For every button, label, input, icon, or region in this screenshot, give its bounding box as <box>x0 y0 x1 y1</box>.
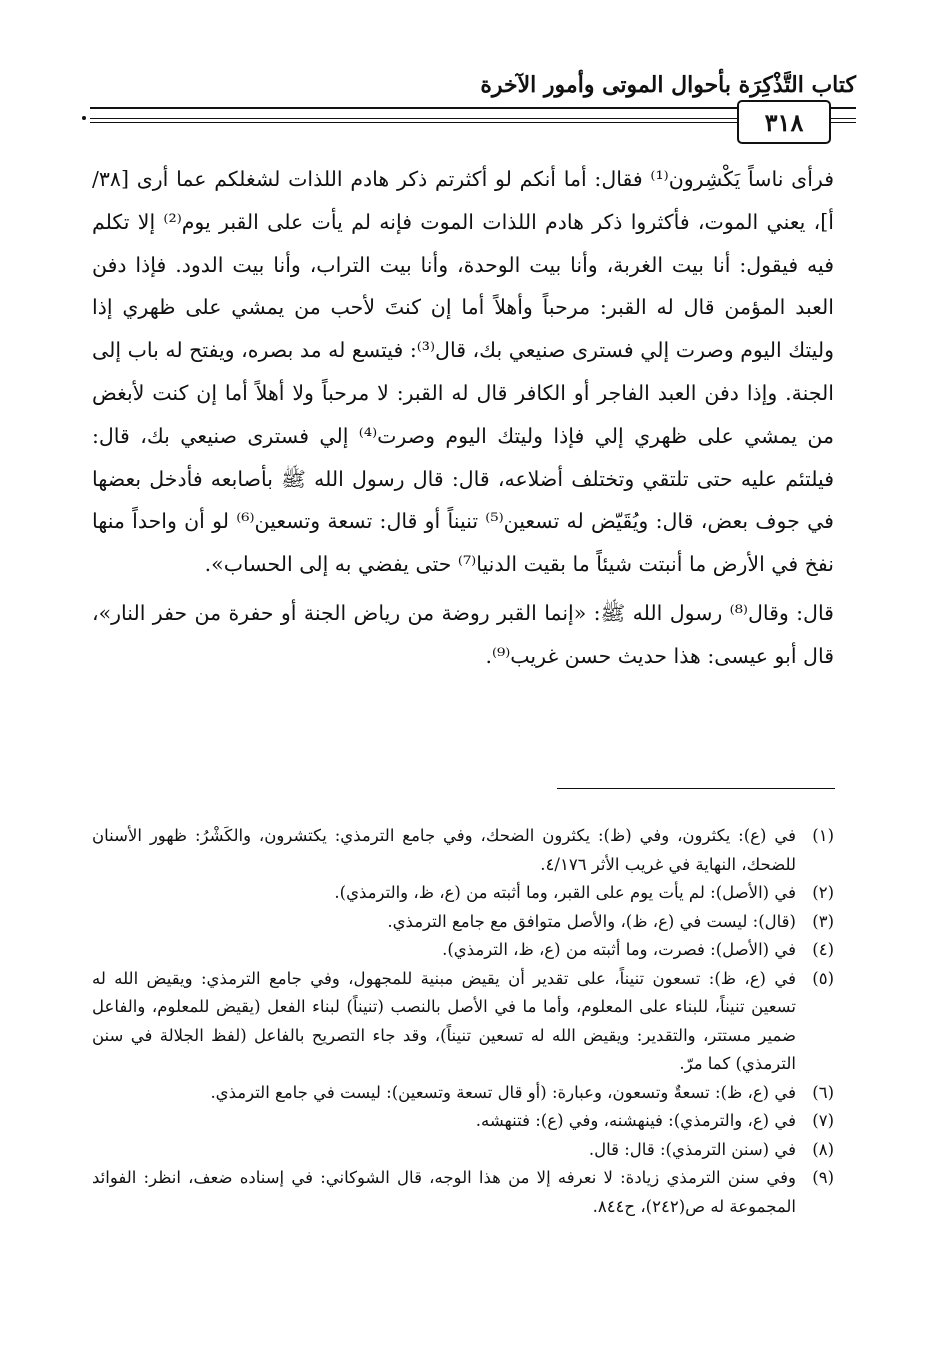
footnote <box>92 965 834 1079</box>
page-header <box>0 0 948 150</box>
footnote-number: (١) <box>812 826 834 845</box>
footnote-text: في (الأصل): فصرت، وما أثبته من (ع، ظ، الترمذي). <box>442 940 796 959</box>
footnote <box>92 1107 834 1136</box>
header-rule-double-top <box>90 118 813 119</box>
footnote-number: (٣) <box>812 911 834 931</box>
footnote <box>92 936 834 965</box>
footnote-number: (٦) <box>812 1082 834 1102</box>
footnote <box>92 879 834 908</box>
main-paragraph-2: قال: وقال⁽⁸⁾ رسول الله ﷺ: «إنما القبر روضة من رياض الجنة أو حفرة من حفر النار»، قال أبو عيسى: هذا حديث حسن غريب⁽⁹⁾. <box>92 600 834 668</box>
header-rule-dot <box>82 116 86 120</box>
footnote-text: وفي سنن الترمذي زيادة: لا نعرفه إلا من هذا الوجه، قال الشوكاني: في إسناده ضعف، انظر: الفوائد المجموعة له ص(٢٤٢)، ح٨٤٤. <box>92 1168 796 1216</box>
footnotes <box>92 822 834 1221</box>
footnote <box>92 908 834 937</box>
footnote-number: (٥) <box>812 968 834 988</box>
footnote-number: (٩) <box>812 1168 834 1187</box>
footnote <box>92 822 834 879</box>
footnote-number: (٤) <box>812 940 834 959</box>
footnote <box>92 1164 834 1221</box>
page-number-box: ٣١٨ <box>737 100 831 144</box>
footnote <box>92 1079 834 1108</box>
running-title: كتاب التَّذْكِرَة بأحوال الموتى وأمور الآخرة <box>480 72 856 98</box>
footnote-text: (قال): ليست في (ع، ظ)، والأصل متوافق مع جامع الترمذي. <box>387 911 796 931</box>
main-text <box>92 158 834 678</box>
header-rule-double-bottom <box>90 122 813 123</box>
footnote-separator <box>557 788 835 789</box>
footnote-text: في (ع، ظ): تسعون تنيناً، على تقدير أن يقيض مبنية للمجهول، وفي جامع الترمذي: ويقيض الله له تسعين تنيناً، للبناء على المعلوم، وأما ما في الأصل بالنصب (تنيناً) لبناء الفعل (يقيض للمعلوم، والفاعل ضمير مستتر، والتقدير: ويقيض الله له تسعين تنيناً)، وقد جاء التصريح بالفاعل (لفظ الجلالة في سنن الترمذي) كما مرّ. <box>92 968 796 1073</box>
footnote-text: في (ع): يكثرون، وفي (ظ): يكثرون الضحك، وفي جامع الترمذي: يكتشرون، والكَشْرُ: ظهور الأسنان للضحك، النهاية في غريب الأثر ٤/١٧٦. <box>92 826 796 874</box>
main-paragraph-1: فرأى ناساً يَكْشِرون⁽¹⁾ فقال: أما أنكم لو أكثرتم ذكر هادم اللذات لشغلكم عما أرى [٣٨/أ]، يعني الموت، فأكثروا ذكر هادم اللذات الموت فإنه لم يأت على القبر يوم⁽²⁾ إلا تكلم فيه فيقول: أنا بيت الغربة، وأنا بيت الوحدة، وأنا بيت التراب، وأنا بيت الدود. فإذا دفن العبد المؤمن قال له القبر: مرحباً وأهلاً أما إن كنتَ لأحب من يمشي على ظهري إذا وليتك اليوم وصرت إلي فسترى صنيعي بك، قال⁽³⁾: فيتسع له مد بصره، ويفتح له باب إلى الجنة. وإذا دفن العبد الفاجر أو الكافر قال له القبر: لا مرحباً ولا أهلاً أما إن كنت لأبغض من يمشي على ظهري إلي فإذا وليتك اليوم وصرت⁽⁴⁾ إلي فسترى صنيعي بك، قال: فيلتئم عليه حتى تلتقي وتختلف أضلاعه، قال: قال رسول الله ﷺ بأصابعه فأدخل بعضها في جوف بعض، قال: ويُقَيّض له تسعين⁽⁵⁾ تنيناً أو قال: تسعة وتسعين⁽⁶⁾ لو أن واحداً منها نفخ في الأرض ما أنبتت شيئاً ما بقيت الدنيا⁽⁷⁾ حتى يفضي به إلى الحساب». <box>92 167 835 577</box>
footnote-text: في (ع، والترمذي): فينهشنه، وفي (ع): فتنهشه. <box>475 1111 796 1130</box>
footnote-number: (٧) <box>812 1111 834 1130</box>
footnote <box>92 1136 834 1165</box>
footnote-text: في (الأصل): لم يأت يوم على القبر، وما أثبته من (ع، ظ، والترمذي). <box>334 883 796 902</box>
footnote-number: (٨) <box>812 1139 834 1159</box>
footnote-text: في (ع، ظ): تسعةٌ وتسعون، وعبارة: (أو قال تسعة وتسعين): ليست في جامع الترمذي. <box>210 1082 796 1102</box>
footnote-number: (٢) <box>812 883 834 902</box>
footnote-text: في (سنن الترمذي): قال: قال. <box>588 1139 796 1159</box>
